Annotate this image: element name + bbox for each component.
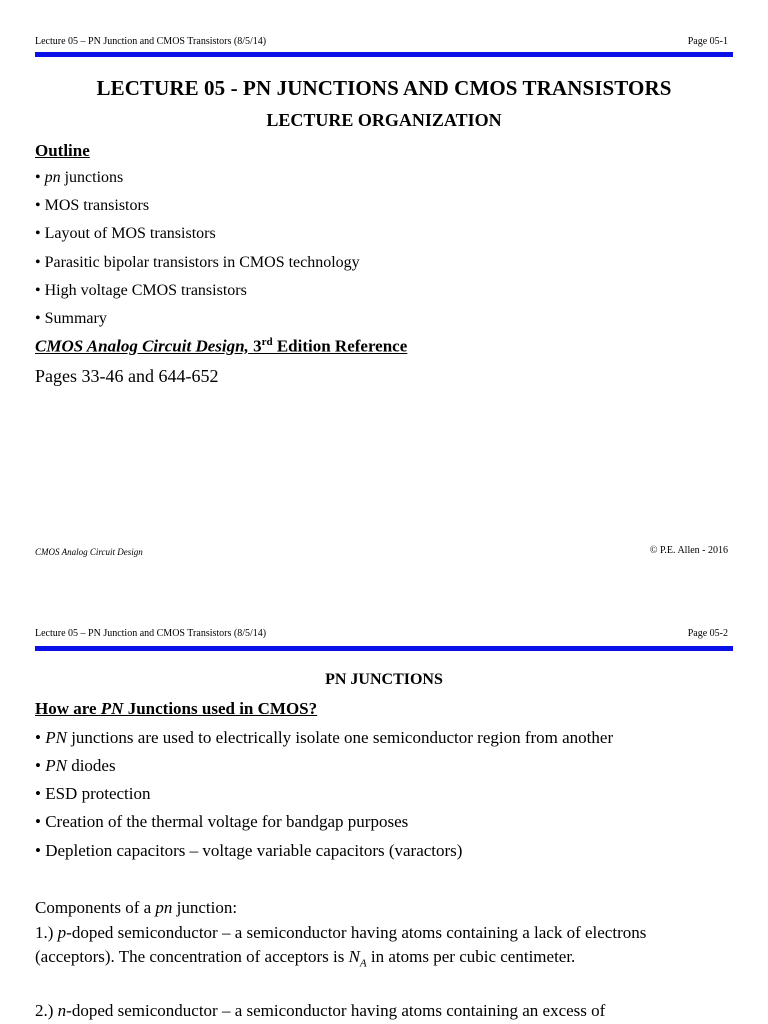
- outline-item: • MOS transistors: [35, 197, 150, 214]
- components-intro: [35, 898, 237, 918]
- section-heading: [35, 699, 317, 719]
- page-title: LECTURE 05 - PN JUNCTIONS AND CMOS TRANSISTORS: [96, 76, 672, 100]
- header-lecture-title: Lecture 05 – PN Junction and CMOS Transistors (8/5/14): [35, 628, 267, 639]
- bullet-item: • ESD protection: [35, 784, 151, 803]
- bullet-text: – voltage variable capacitors (varactors): [185, 841, 463, 860]
- heading-italic: PN: [100, 699, 124, 718]
- slide-page-2: [0, 590, 768, 1024]
- components-italic: pn: [155, 898, 173, 917]
- header-rule: [35, 646, 733, 651]
- header-page-number: Page 05-2: [687, 628, 728, 639]
- footer-copyright: © P.E. Allen - 2016: [649, 545, 728, 556]
- section-title: PN JUNCTIONS: [325, 671, 443, 688]
- outline-item: • pn junctions: [35, 169, 124, 186]
- bullet-text: junctions are used to electrically isolate one semiconductor region from another: [66, 728, 614, 747]
- reference-book-title: CMOS Analog Circuit Design,: [35, 336, 249, 356]
- outline-heading: Outline: [35, 141, 90, 160]
- item-text: in atoms per cubic centimeter.: [366, 947, 576, 966]
- component-item-1: [35, 921, 695, 975]
- item-text: -doped semiconductor – a semiconductor having atoms containing a lack of electrons (acceptors). The concentration of acceptors is: [35, 923, 647, 966]
- bullet-item: • PN junctions are used to electrically isolate one semiconductor region from another: [35, 728, 614, 747]
- outline-item: • High voltage CMOS transistors: [35, 282, 247, 299]
- footer-course: CMOS Analog Circuit Design: [35, 547, 143, 557]
- component-item-2: [35, 1001, 605, 1021]
- outline-item: • Layout of MOS transistors: [35, 225, 216, 242]
- reference-edition-number: 3: [248, 336, 262, 356]
- item-number: 1.): [35, 923, 58, 942]
- bullet-bold: Depletion capacitors: [45, 841, 186, 860]
- symbol-subscript-a: A: [359, 957, 367, 970]
- heading-part: Junctions used in CMOS?: [123, 699, 318, 718]
- bullet-text: diodes: [66, 756, 116, 775]
- components-text: Components of a: [35, 898, 156, 917]
- bullet-italic: PN: [45, 756, 67, 775]
- item-italic: n: [57, 1001, 67, 1020]
- outline-item-text: junctions: [60, 169, 124, 186]
- symbol-n: N: [348, 947, 360, 966]
- heading-part: How are: [35, 699, 101, 718]
- header-page-number: Page 05-1: [687, 36, 728, 47]
- header-lecture-title: Lecture 05 – PN Junction and CMOS Transistors (8/5/14): [35, 36, 267, 47]
- outline-item: • Parasitic bipolar transistors in CMOS technology: [35, 254, 360, 271]
- bullet-item: • Creation of the thermal voltage for bandgap purposes: [35, 812, 409, 831]
- item-text: -doped semiconductor – a semiconductor having atoms containing an excess of: [66, 1001, 606, 1020]
- bullet-text: the thermal voltage for bandgap purposes: [122, 812, 409, 831]
- bullet-item: • Depletion capacitors – voltage variable capacitors (varactors): [35, 841, 463, 860]
- bullet-item: • PN diodes: [35, 756, 116, 775]
- item-number: 2.): [35, 1001, 58, 1020]
- outline-item-italic: pn: [44, 169, 61, 186]
- components-text: junction:: [172, 898, 238, 917]
- outline-item: • Summary: [35, 310, 107, 327]
- bullet-italic: PN: [45, 728, 67, 747]
- header-rule: [35, 52, 733, 57]
- bullet-bold: Creation of: [45, 812, 123, 831]
- page-subtitle: LECTURE ORGANIZATION: [266, 110, 502, 130]
- reference-edition-suffix: rd: [261, 336, 273, 348]
- reference-edition-text: Edition Reference: [272, 336, 408, 356]
- item-italic: p: [57, 923, 67, 942]
- reference-heading: [35, 336, 407, 357]
- reference-pages: Pages 33-46 and 644-652: [35, 366, 219, 386]
